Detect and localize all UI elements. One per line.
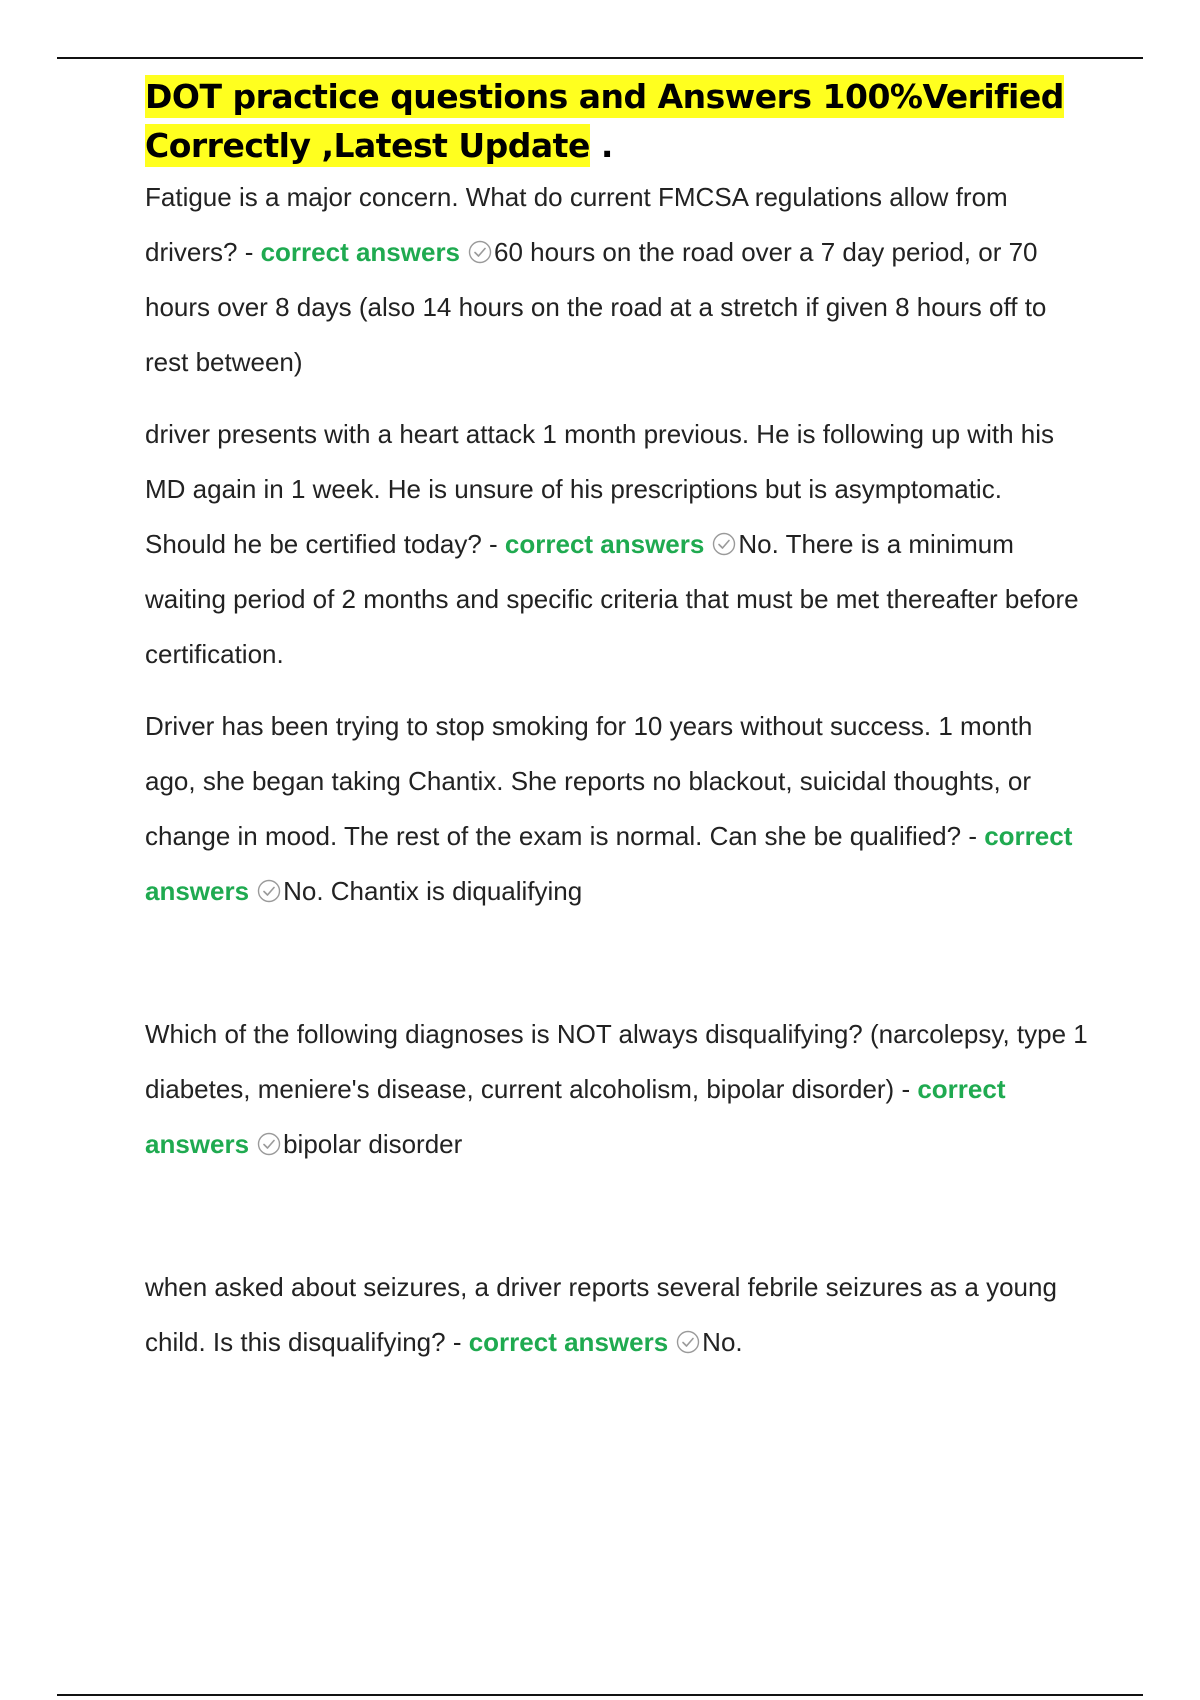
check-circle-icon — [712, 532, 736, 556]
check-circle-icon — [257, 879, 281, 903]
title-line-2: Correctly ,Latest Update — [145, 126, 590, 165]
qa-entry — [145, 407, 1090, 682]
answer-text: 60 hours on the road over a 7 day period, or 70 hours over 8 days (also 14 hours on the road at a stretch if given 8 hours off to rest between) — [145, 237, 1047, 377]
answer-label: correct answers — [468, 1327, 669, 1357]
answer-label: correct answers — [260, 237, 461, 267]
question-text: driver presents with a heart attack 1 month previous. He is following up with his MD again in 1 week. He is unsure of his prescriptions but is asymptomatic. Should he be certified today? - — [145, 419, 1054, 559]
page-title — [145, 72, 1090, 170]
answer-label: correct answers — [145, 821, 1073, 906]
question-text: Fatigue is a major concern. What do current FMCSA regulations allow from drivers? - — [145, 182, 1008, 267]
answer-label: correct answers — [504, 529, 705, 559]
check-circle-icon — [676, 1330, 700, 1354]
document-body — [145, 72, 1090, 1370]
answer-text: bipolar disorder — [283, 1129, 463, 1159]
bottom-rule — [57, 1694, 1143, 1696]
answer-text: No. There is a minimum waiting period of 2 months and specific criteria that must be met thereafter before certification. — [145, 529, 1079, 669]
answer-text: No. — [702, 1327, 743, 1357]
check-circle-icon — [257, 1132, 281, 1156]
top-rule — [57, 57, 1143, 59]
check-circle-icon — [468, 240, 492, 264]
answer-text: No. Chantix is diqualifying — [283, 876, 583, 906]
qa-entry — [145, 1007, 1090, 1172]
question-text: when asked about seizures, a driver reports several febrile seizures as a young child. Is this disqualifying? - — [145, 1272, 1057, 1357]
answer-label: correct answers — [145, 1074, 1006, 1159]
qa-entry — [145, 699, 1090, 919]
qa-entry — [145, 1260, 1090, 1370]
qa-entry — [145, 170, 1090, 390]
question-text: Which of the following diagnoses is NOT always disqualifying? (narcolepsy, type 1 diabetes, meniere's disease, current alcoholism, bipolar disorder) - — [145, 1019, 1088, 1104]
question-text: Driver has been trying to stop smoking for 10 years without success. 1 month ago, she began taking Chantix. She reports no blackout, suicidal thoughts, or change in mood. The rest of the exam is normal. Can she be qualified? - — [145, 711, 1033, 851]
title-line-1: DOT practice questions and Answers 100%Verified — [145, 77, 1064, 116]
title-end: . — [589, 126, 613, 165]
